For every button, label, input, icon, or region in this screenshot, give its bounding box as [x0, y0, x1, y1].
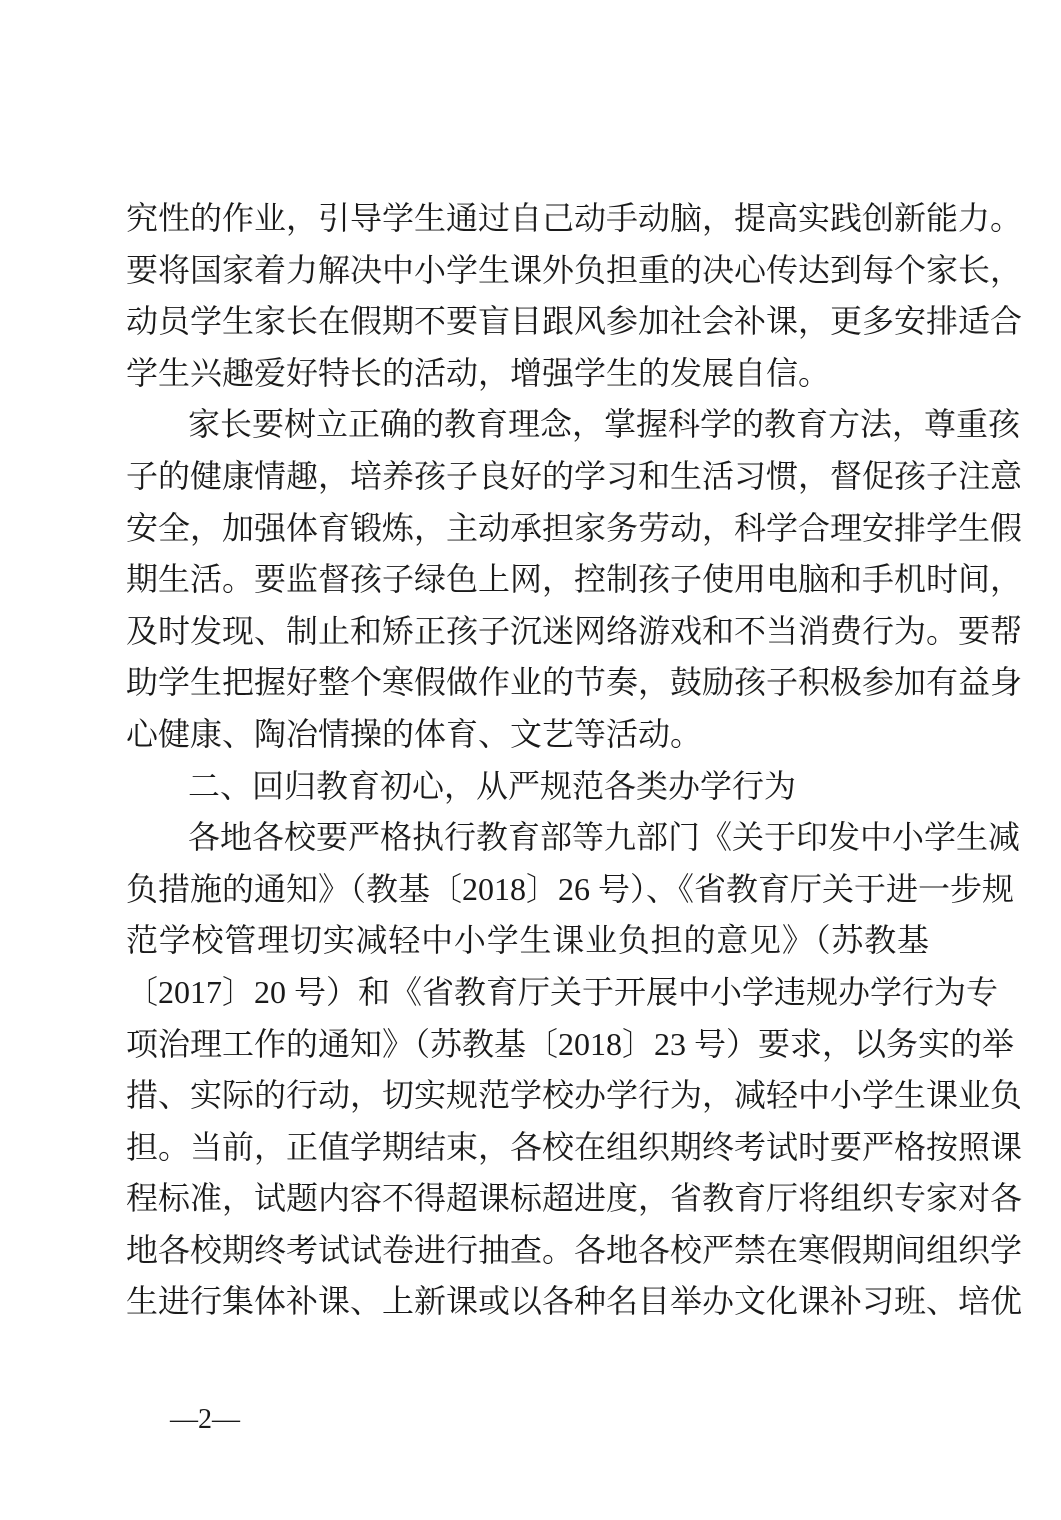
text-line: 心健康、陶冶情操的体育、文艺等活动。	[126, 715, 703, 752]
text-line: 及时发现、制止和矫正孩子沉迷网络游戏和不当消费行为。要帮	[126, 612, 1023, 649]
text-line: 安全，加强体育锻炼，主动承担家务劳动，科学合理安排学生假	[126, 509, 1023, 546]
text-line: 〔2017〕20 号）和《省教育厅关于开展中小学违规办学行为专	[126, 973, 999, 1010]
text-line: 程标准，试题内容不得超课标超进度，省教育厅将组织专家对各	[126, 1180, 1023, 1217]
text-line: 担。当前，正值学期结束，各校在组织期终考试时要严格按照课	[126, 1128, 1023, 1165]
text-line: 学生兴趣爱好特长的活动，增强学生的发展自信。	[126, 354, 831, 391]
text-line: 各地各校要严格执行教育部等九部门《关于印发中小学生减	[188, 819, 1021, 856]
text-line: 地各校期终考试试卷进行抽查。各地各校严禁在寒假期间组织学	[126, 1231, 1023, 1268]
text-line: 子的健康情趣，培养孩子良好的学习和生活习惯，督促孩子注意	[126, 457, 1023, 494]
text-line: 生进行集体补课、上新课或以各种名目举办文化课补习班、培优	[126, 1283, 1023, 1320]
page-number: —2—	[170, 1404, 240, 1435]
text-line: 范学校管理切实减轻中小学生课业负担的意见》（苏教基	[126, 922, 929, 959]
text-line: 要将国家着力解决中小学生课外负担重的决心传达到每个家长，	[126, 251, 1023, 288]
text-line: 项治理工作的通知》（苏教基〔2018〕23 号）要求，以务实的举	[126, 1025, 1015, 1062]
text-line: 家长要树立正确的教育理念，掌握科学的教育方法，尊重孩	[188, 406, 1021, 443]
text-line: 负措施的通知》（教基〔2018〕26 号）、《省教育厅关于进一步规	[126, 870, 1015, 907]
text-line: 助学生把握好整个寒假做作业的节奏，鼓励孩子积极参加有益身	[126, 664, 1023, 701]
text-line: 究性的作业，引导学生通过自己动手动脑，提高实践创新能力。	[126, 200, 1023, 236]
text-line: 动员学生家长在假期不要盲目跟风参加社会补课，更多安排适合	[126, 303, 1023, 340]
text-line: 二、回归教育初心，从严规范各类办学行为	[188, 767, 797, 804]
text-line: 措、实际的行动，切实规范学校办学行为，减轻中小学生课业负	[126, 1077, 1023, 1114]
document-body	[126, 196, 1023, 1331]
text-line: 期生活。要监督孩子绿色上网，控制孩子使用电脑和手机时间，	[126, 561, 1023, 598]
